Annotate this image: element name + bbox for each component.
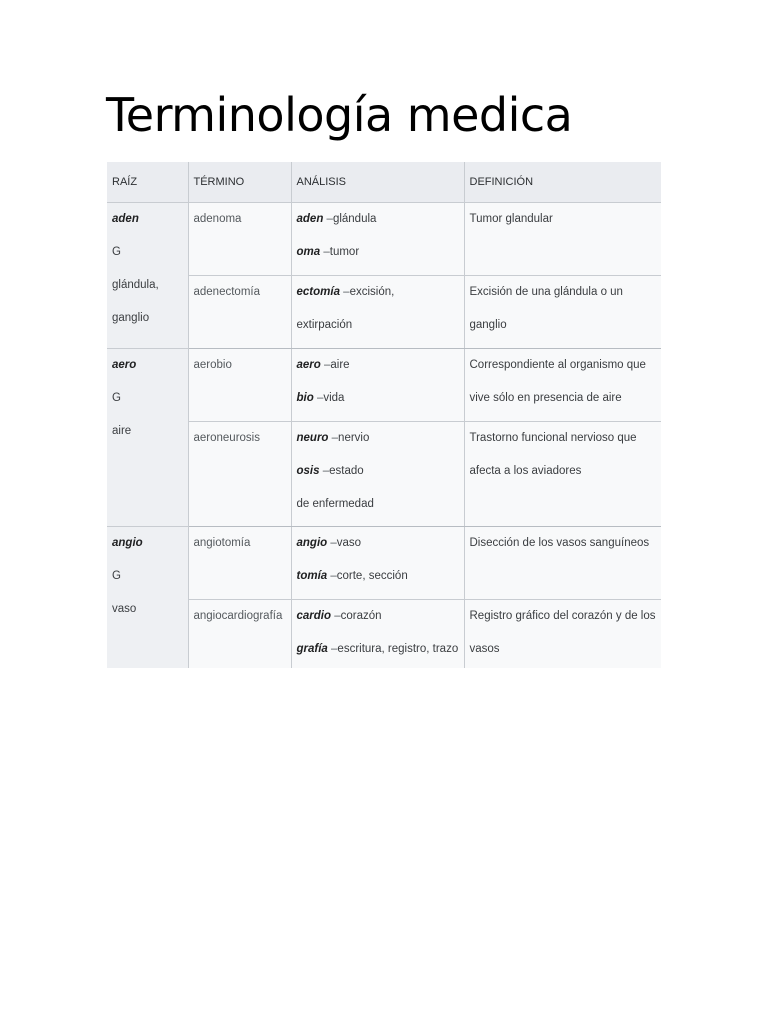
term-cell: adenoma (188, 203, 291, 276)
root-meaning: vaso (112, 603, 137, 615)
definition-cell (464, 422, 661, 527)
analysis-morpheme: neuro (296, 432, 329, 444)
root-origin: G (112, 570, 121, 582)
analysis-morpheme: osis (296, 465, 320, 477)
root-word: aden (112, 213, 139, 225)
analysis-morpheme: tomía (296, 570, 328, 582)
root-cell (107, 527, 188, 669)
table-row (107, 276, 661, 349)
analysis-gloss: glándula (332, 213, 377, 225)
analysis-morpheme: oma (296, 246, 321, 258)
analysis-gloss: tumor (329, 246, 360, 258)
analysis-cell: ectomía –excisión, extirpación (291, 276, 464, 349)
terminology-table (107, 162, 661, 668)
definition-line: Excisión de una glándula o un (469, 286, 623, 298)
table-header-row (107, 162, 661, 203)
analysis-cell: cardio –corazón grafía –escritura, registro, trazo (291, 600, 464, 669)
analysis-cell: angio –vaso tomía –corte, sección (291, 527, 464, 600)
root-origin: G (112, 392, 121, 404)
analysis-gloss: extirpación (296, 319, 353, 331)
analysis-cell: neuro –nervio osis –estado de enfermedad (291, 422, 464, 527)
analysis-morpheme: aero (296, 359, 321, 371)
header-raiz: RAÍZ (107, 162, 188, 203)
definition-cell (464, 276, 661, 349)
root-cell (107, 349, 188, 527)
analysis-morpheme: bio (296, 392, 314, 404)
analysis-gloss: excisión, (349, 286, 395, 298)
analysis-morpheme: cardio (296, 610, 332, 622)
root-meaning: ganglio (112, 312, 150, 324)
definition-cell (464, 600, 661, 669)
definition-line: Correspondiente al organismo que (469, 359, 646, 371)
root-word: angio (112, 537, 143, 549)
root-word: aero (112, 359, 137, 371)
terminology-table-image (107, 162, 661, 668)
table-row (107, 422, 661, 527)
table-row (107, 203, 661, 276)
definition-cell (464, 527, 661, 600)
analysis-gloss: nervio (338, 432, 370, 444)
table-row (107, 600, 661, 669)
definition-line: Tumor glandular (469, 213, 553, 225)
term-cell: aeroneurosis (188, 422, 291, 527)
definition-line: Disección de los vasos sanguíneos (469, 537, 650, 549)
definition-line: Registro gráfico del corazón y de los (469, 610, 656, 622)
analysis-morpheme: ectomía (296, 286, 340, 298)
definition-line: vive sólo en presencia de aire (469, 392, 622, 404)
term-cell: aerobio (188, 349, 291, 422)
analysis-gloss: escritura, registro, trazo (337, 643, 459, 655)
term-cell: adenectomía (188, 276, 291, 349)
table-row (107, 527, 661, 600)
definition-line: vasos (469, 643, 500, 655)
header-termino: TÉRMINO (188, 162, 291, 203)
analysis-cell: aero –aire bio –vida (291, 349, 464, 422)
analysis-gloss: de enfermedad (296, 498, 374, 510)
root-cell (107, 203, 188, 349)
header-analisis: ANÁLISIS (291, 162, 464, 203)
header-definicion: DEFINICIÓN (464, 162, 661, 203)
definition-line: ganglio (469, 319, 507, 331)
analysis-gloss: vida (323, 392, 345, 404)
analysis-morpheme: grafía (296, 643, 328, 655)
root-meaning: glándula, (112, 279, 159, 291)
term-cell: angiocardiografía (188, 600, 291, 669)
analysis-morpheme: aden (296, 213, 324, 225)
root-origin: G (112, 246, 121, 258)
root-meaning: aire (112, 425, 132, 437)
analysis-gloss: corte, sección (336, 570, 408, 582)
page-title: Terminología medica (106, 88, 573, 142)
term-cell: angiotomía (188, 527, 291, 600)
definition-line: Trastorno funcional nervioso que (469, 432, 637, 444)
analysis-gloss: estado (329, 465, 364, 477)
analysis-morpheme: angio (296, 537, 328, 549)
analysis-gloss: aire (330, 359, 350, 371)
analysis-gloss: corazón (340, 610, 382, 622)
definition-line: afecta a los aviadores (469, 465, 582, 477)
analysis-cell: aden –glándula oma –tumor (291, 203, 464, 276)
table-row (107, 349, 661, 422)
analysis-gloss: vaso (336, 537, 362, 549)
definition-cell (464, 203, 661, 276)
definition-cell (464, 349, 661, 422)
